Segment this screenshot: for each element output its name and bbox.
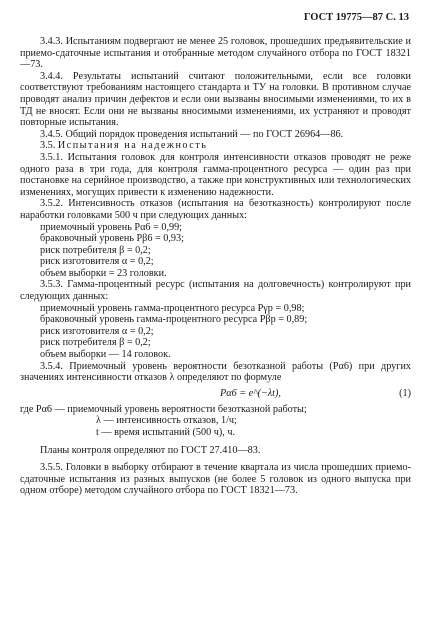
clause-3-4-3: 3.4.3. Испытаниям подвергают не менее 25 головок, прошедших предъявительские и приемо-сдаточные испытания и отобранные методом случайного отбора по ГОСТ 18321—73. [20, 36, 411, 71]
section-3-5-heading [20, 140, 411, 152]
list-item: объем выборки — 14 головок. [40, 349, 171, 361]
formula-block [20, 386, 411, 402]
clause-3-5-4: 3.5.4. Приемочный уровень вероятности безотказной работы (Pα6) при других значениях интенсивности отказов λ определяют по формуле [20, 360, 411, 384]
clause-3-5-3: 3.5.3. Гамма-процентный ресурс (испытания на долговечность) контролируют при следующих данных: [20, 279, 411, 303]
formula-legend-item: t — время испытаний (500 ч), ч. [96, 427, 235, 438]
clause-3-5-5: 3.5.5. Головки в выборку отбирают в течение квартала из числа прошедших приемо-сдаточные испытания из разных выпусков (не более 5 головок из одного выпуска при одном отборе) методом случайного отбора по ГОСТ 18321—73. [20, 462, 411, 497]
formula-number: (1) [399, 387, 411, 399]
page-header: ГОСТ 19775—87 С. 13 [303, 12, 409, 23]
list-item: риск изготовителя α = 0,2; [40, 256, 154, 268]
list-item: браковочный уровень Pβ6 = 0,93; [40, 233, 184, 245]
list-item: риск потребителя β = 0,2; [40, 244, 151, 256]
list-item: приемочный уровень Pα6 = 0,99; [40, 221, 183, 233]
formula: Pα6 = e^(−λt), [220, 387, 281, 399]
clause-3-5-1: 3.5.1. Испытания головок для контроля интенсивности отказов проводят не реже одного раза в три года, для контроля гамма-процентного ресурса — один раз при постановке на серийное производство, а также при конструктивных или технологических изменениях, могущих привести к изменению надежности. [20, 151, 411, 198]
clause-3-4-4: 3.4.4. Результаты испытаний считают положительными, если все головки соответствуют требованиям настоящего стандарта и ТУ на головки. В противном случае проводят анализ причин дефектов и если они вызваны вносимыми изменениями, то их в ТД не вносят. Если они не вызваны вносимыми изменениями, их устраняют и проводят повторные испытания. [20, 70, 411, 129]
list-item: браковочный уровень гамма-процентного ресурса Pβp = 0,89; [40, 314, 308, 326]
formula-where: где Pα6 — приемочный уровень вероятности безотказной работы; [20, 403, 307, 415]
list-item: объем выборки = 23 головки. [40, 267, 167, 279]
section-number: 3.5. [40, 140, 56, 152]
section-title: Испытания на надежность [57, 140, 208, 152]
clause-3-5-2: 3.5.2. Интенсивность отказов (испытания на безотказность) контролируют после наработки головками 500 ч при следующих данных: [20, 198, 411, 221]
list-item: приемочный уровень гамма-процентного ресурса Pγp = 0,98; [40, 302, 305, 314]
list-item: риск изготовителя α = 0,2; [40, 325, 154, 337]
clause-3-4-5: 3.4.5. Общий порядок проведения испытаний — по ГОСТ 26964—86. [40, 128, 344, 140]
document-body [20, 36, 411, 497]
control-plans-note: Планы контроля определяют по ГОСТ 27.410—83. [40, 444, 261, 456]
list-item: риск потребителя β = 0,2; [40, 337, 151, 349]
formula-legend-item: λ — интенсивность отказов, 1/ч; [96, 415, 237, 427]
